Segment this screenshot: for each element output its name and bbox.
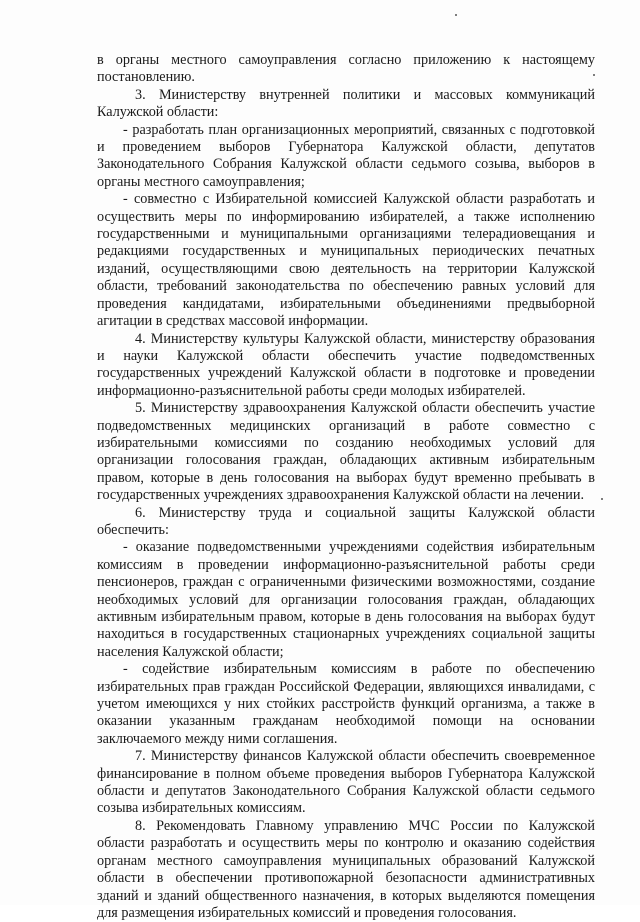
paragraph-item-7: 7. Министерству финансов Калужской области обеспечить своевременное финансирование в полном объеме проведения выборов Губернатора Калужской области и депутатов Законодательного Собрания Калужской области седьмого созыва избирательных комиссиям. (97, 748, 595, 817)
paragraph-item-6-subitem-1: - оказание подведомственными учреждениями содействия избирательным комиссиям в проведении информационно-разъяснительной работы среди пенсионеров, граждан с ограниченными физическими возможностями, создание необходимых условий для организации голосования граждан, обладающих активным избирательным правом, которые в день голосования на выборах будут находиться в государственных стационарных учреждениях социальной защиты населения Калужской области; (97, 539, 595, 660)
paragraph-continuation: в органы местного самоуправления согласно приложению к настоящему постановлению. (97, 52, 595, 86)
paragraph-item-3: 3. Министерству внутренней политики и массовых коммуникаций Калужской области: (97, 86, 595, 121)
paragraph-item-6-subitem-2: - содействие избирательным комиссиям в работе по обеспечению избирательных прав граждан Российской Федерации, являющихся инвалидами, с учетом имеющихся у них стойких расстройств функций организма, а также в оказании указанным гражданам необходимой помощи на основании заключаемого между ними соглашения. (97, 661, 595, 747)
paragraph-item-3-subitem-2: - совместно с Избирательной комиссией Калужской области разработать и осуществить меры по информированию избирателей, а также исполнению государственными и муниципальными организациями телерадиовещания и редакциями государственных и муниципальных периодических печатных изданий, осуществляющими свою деятельность на территории Калужской области, требований законодательства по обеспечению равных условий для проведения кандидатами, избирательными объединениями предвыборной агитации в средствах массовой информации. (97, 191, 595, 330)
paragraph-item-4: 4. Министерству культуры Калужской области, министерству образования и науки Калужской области обеспечить участие подведомственных государственных учреждений Калужской области в подготовке и проведении информационно-разъяснительной работы среди молодых избирателей. (97, 330, 595, 399)
scan-speck (455, 14, 457, 16)
document-body (97, 52, 595, 922)
paragraph-item-5: 5. Министерству здравоохранения Калужской области обеспечить участие подведомственных медицинских организаций в работе совместно с избирательными комиссиями по созданию необходимых условий для организации голосования граждан, обладающих активным избирательным правом, которые в день голосования на выборах будут временно пребывать в государственных учреждениях здравоохранения Калужской области на лечении. (97, 400, 595, 504)
paragraph-item-6: 6. Министерству труда и социальной защиты Калужской области обеспечить: (97, 504, 595, 538)
scan-speck (601, 498, 603, 500)
paragraph-item-8: 8. Рекомендовать Главному управлению МЧС России по Калужской области разработать и осуществить меры по контролю и оказанию содействия органам местного самоуправления муниципальных образований Калужской области в обеспечении противопожарной безопасности административных зданий и зданий общественного назначения, в которых выделяются помещения для размещения избирательных комиссий и проведения голосования. (97, 817, 595, 921)
paragraph-item-3-subitem-1: - разработать план организационных мероприятий, связанных с подготовкой и проведением выборов Губернатора Калужской области, депутатов Законодательного Собрания Калужской области седьмого созыва, выборов в органы местного самоуправления; (97, 121, 595, 190)
